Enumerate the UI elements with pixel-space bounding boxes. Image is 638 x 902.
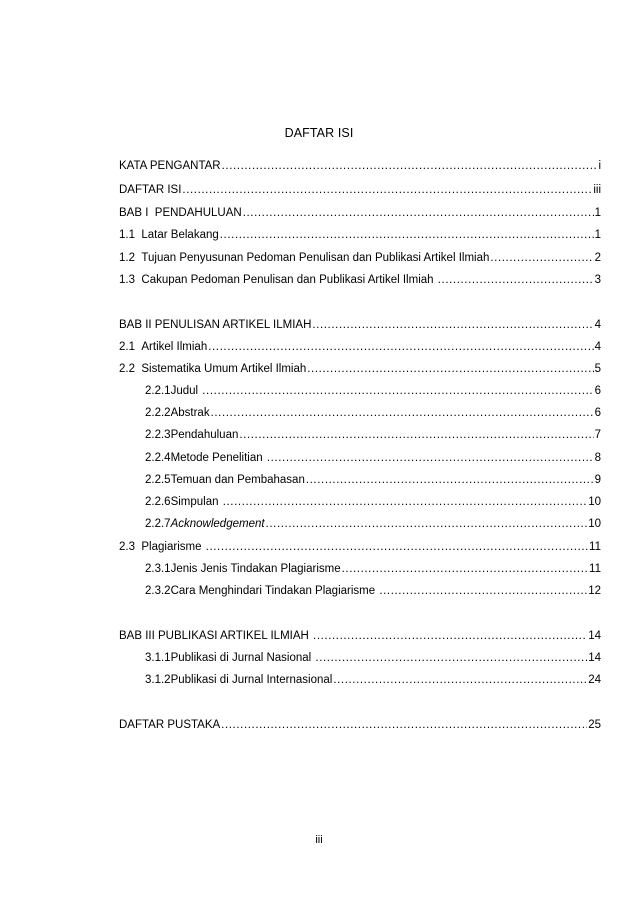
toc-entry-number: 1.2 — [119, 252, 142, 264]
toc-leader-dots — [342, 562, 588, 576]
toc-entry-page: 12 — [588, 585, 601, 597]
toc-entry-label — [119, 251, 489, 265]
toc-leader-dots — [211, 406, 594, 420]
toc-entry-page: 5 — [594, 363, 601, 375]
toc-entry-number: 2.3.1 — [145, 563, 171, 575]
toc-entry-text: BAB I PENDAHULUAN — [119, 207, 242, 219]
toc-entry-page: 1 — [594, 229, 601, 241]
toc-entry-text: BAB II PENULISAN ARTIKEL ILMIAH — [119, 319, 312, 331]
toc-entry-number: 2.3 — [119, 541, 142, 553]
toc-entry-text: Latar Belakang — [141, 229, 219, 241]
toc-entry — [119, 362, 601, 376]
toc-leader-dots — [266, 517, 588, 531]
toc-entry-page: 14 — [588, 630, 601, 642]
toc-entry — [119, 629, 601, 643]
toc-leader-dots — [182, 183, 592, 197]
toc-leader-dots — [206, 540, 588, 554]
toc-entry-label — [119, 340, 207, 354]
toc-entry-text: Tujuan Penyusunan Pedoman Penulisan dan Publikasi Artikel Ilmiah — [141, 252, 490, 264]
toc-entry-text: Cakupan Pedoman Penulisan dan Publikasi Artikel Ilmiah — [141, 274, 437, 286]
toc-entry-text: Sistematika Umum Artikel Ilmiah — [141, 363, 307, 375]
toc-entry-page: 10 — [588, 518, 601, 530]
toc-leader-dots — [315, 651, 587, 665]
toc-entry-label — [145, 673, 332, 687]
toc-entry-text: Publikasi di Jurnal Nasional — [170, 652, 315, 664]
toc-leader-dots — [239, 428, 593, 442]
toc-entry-label — [119, 540, 205, 554]
toc-entry-text: Plagiarisme — [141, 541, 205, 553]
toc-entry-label — [119, 362, 306, 376]
toc-entry-number: 2.2.1 — [145, 385, 171, 397]
toc-entry-label — [119, 159, 221, 173]
toc-entry-text: Pendahuluan — [170, 429, 239, 441]
toc-entry-number: 2.2.4 — [145, 452, 171, 464]
toc-entry — [145, 495, 601, 509]
toc-entry-label — [145, 406, 210, 420]
toc-entry-number: 2.1 — [119, 341, 142, 353]
page-title: DAFTAR ISI — [284, 126, 354, 140]
toc-entry-label — [119, 228, 219, 242]
toc-entry-page: 10 — [588, 496, 601, 508]
toc-entry-label — [145, 428, 238, 442]
toc-entry-label — [145, 384, 201, 398]
toc-leader-dots — [379, 584, 587, 598]
toc-leader-dots — [220, 228, 594, 242]
toc-entry-page: 24 — [588, 674, 601, 686]
toc-leader-dots — [221, 718, 587, 732]
table-of-contents — [119, 0, 601, 902]
toc-entry-label — [119, 273, 437, 287]
toc-entry-number: 2.2.6 — [145, 496, 171, 508]
toc-entry-number: 2.2.5 — [145, 474, 171, 486]
toc-entry — [119, 228, 601, 242]
toc-entry-label — [145, 451, 266, 465]
toc-entry-label — [119, 318, 311, 332]
toc-entry-page: 2 — [594, 252, 601, 264]
toc-leader-dots — [313, 629, 587, 643]
toc-entry-label — [119, 206, 242, 220]
toc-entry-text: Jenis Jenis Tindakan Plagiarisme — [170, 563, 341, 575]
toc-entry-number: 2.2.2 — [145, 407, 171, 419]
toc-entry-text: Acknowledgement — [170, 518, 265, 530]
toc-entry-label — [145, 651, 314, 665]
toc-entry-text: Artikel Ilmiah — [141, 341, 208, 353]
toc-entry-number: 2.3.2 — [145, 585, 171, 597]
toc-entry-page: 7 — [594, 429, 601, 441]
toc-leader-dots — [267, 451, 594, 465]
toc-entry-text: KATA PENGANTAR — [119, 160, 221, 172]
toc-entry-label — [145, 517, 265, 531]
toc-entry — [119, 718, 601, 732]
toc-entry-page: 11 — [589, 541, 601, 553]
toc-entry-text: Judul — [170, 385, 202, 397]
toc-entry — [145, 584, 601, 598]
toc-entry-text: DAFTAR PUSTAKA — [119, 719, 221, 731]
toc-leader-dots — [243, 206, 594, 220]
page-number: iii — [315, 834, 323, 846]
toc-entry-label — [119, 183, 181, 197]
toc-entry-text: Temuan dan Pembahasan — [170, 474, 305, 486]
toc-entry-text: Publikasi di Jurnal Internasional — [170, 674, 333, 686]
toc-entry — [145, 406, 601, 420]
toc-entry-number: 1.1 — [119, 229, 142, 241]
toc-entry — [119, 318, 601, 332]
toc-entry-page: 9 — [594, 474, 601, 486]
toc-entry-number: 3.1.2 — [145, 674, 171, 686]
toc-entry — [145, 384, 601, 398]
toc-entry-number: 1.3 — [119, 274, 142, 286]
toc-entry-number: 2.2.7 — [145, 518, 171, 530]
toc-entry-page: 3 — [594, 274, 601, 286]
toc-entry-label — [119, 629, 312, 643]
toc-leader-dots — [223, 495, 587, 509]
toc-entry — [145, 673, 601, 687]
toc-entry-page: 4 — [594, 341, 601, 353]
toc-leader-dots — [306, 473, 594, 487]
toc-entry-page: 14 — [588, 652, 601, 664]
toc-entry — [145, 562, 601, 576]
toc-leader-dots — [490, 251, 593, 265]
toc-entry-page: 6 — [594, 385, 601, 397]
toc-entry-page: 6 — [594, 407, 601, 419]
toc-entry — [119, 340, 601, 354]
toc-leader-dots — [333, 673, 587, 687]
toc-entry — [145, 451, 601, 465]
toc-entry-label — [145, 562, 341, 576]
toc-entry — [145, 651, 601, 665]
toc-entry-page: 8 — [594, 452, 601, 464]
toc-entry-number: 2.2.3 — [145, 429, 171, 441]
toc-entry-page: 4 — [594, 319, 601, 331]
toc-entry-label — [145, 584, 378, 598]
toc-entry-page: 11 — [589, 563, 601, 575]
toc-leader-dots — [202, 384, 593, 398]
toc-entry-label — [119, 718, 220, 732]
toc-entry — [145, 473, 601, 487]
toc-entry-page: 25 — [588, 719, 601, 731]
toc-entry-page: i — [598, 160, 601, 172]
toc-leader-dots — [222, 159, 598, 173]
toc-entry — [145, 428, 601, 442]
toc-leader-dots — [208, 340, 593, 354]
toc-entry-page: 1 — [594, 207, 601, 219]
toc-entry-text: BAB III PUBLIKASI ARTIKEL ILMIAH — [119, 630, 313, 642]
toc-leader-dots — [312, 318, 593, 332]
toc-entry-text: Cara Menghindari Tindakan Plagiarisme — [170, 585, 379, 597]
toc-entry-text: DAFTAR ISI — [119, 184, 182, 196]
toc-entry-page: iii — [593, 184, 601, 196]
toc-entry — [119, 273, 601, 287]
toc-leader-dots — [438, 273, 594, 287]
toc-entry-text: Metode Penelitian — [170, 452, 266, 464]
toc-entry — [119, 540, 601, 554]
toc-entry — [145, 517, 601, 531]
toc-entry-label — [145, 495, 222, 509]
toc-entry-number: 3.1.1 — [145, 652, 171, 664]
toc-entry — [119, 159, 601, 173]
toc-entry — [119, 183, 601, 197]
toc-entry-text: Simpulan — [170, 496, 222, 508]
toc-entry-label — [145, 473, 305, 487]
toc-leader-dots — [307, 362, 593, 376]
toc-entry-text: Abstrak — [170, 407, 210, 419]
toc-entry — [119, 206, 601, 220]
toc-entry — [119, 251, 601, 265]
toc-entry-number: 2.2 — [119, 363, 142, 375]
